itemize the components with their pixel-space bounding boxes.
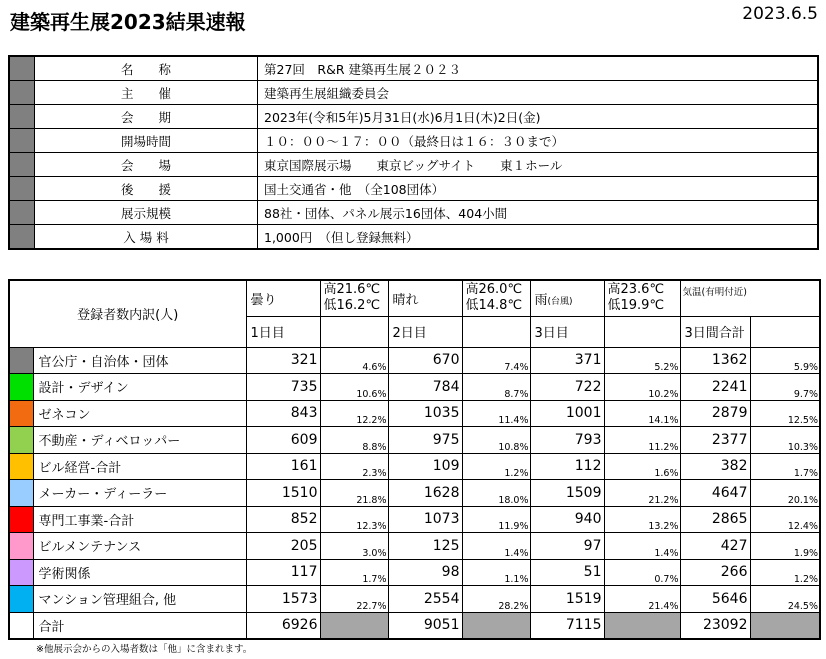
row-marker — [9, 129, 35, 153]
info-row — [9, 129, 818, 153]
category-name: 官公庁・自治体・団体 — [33, 347, 246, 374]
day1-count: 852 — [246, 506, 320, 533]
day2-label: 2日目 — [388, 316, 462, 347]
day2-count: 784 — [388, 374, 462, 401]
total-count: 382 — [680, 453, 750, 480]
total-count: 5646 — [680, 586, 750, 613]
category-color-swatch — [9, 374, 33, 401]
total-percent: 1.9% — [750, 533, 820, 560]
row-marker — [9, 177, 35, 201]
day1-count: 843 — [246, 400, 320, 427]
category-name: 学術関係 — [33, 559, 246, 586]
day1-count: 321 — [246, 347, 320, 374]
day3-percent: 10.2% — [604, 374, 680, 401]
day3-count: 1519 — [530, 586, 604, 613]
category-name: ビル経営-合計 — [33, 453, 246, 480]
info-label: 展示規模 — [35, 201, 258, 225]
total-day3: 7115 — [530, 612, 604, 639]
temp-day3: 高23.6℃ 低19.9℃ — [604, 280, 680, 316]
category-color-swatch — [9, 506, 33, 533]
total-count: 1362 — [680, 347, 750, 374]
day1-percent: 3.0% — [320, 533, 388, 560]
day2-count: 98 — [388, 559, 462, 586]
info-value: 東京国際展示場 東京ビッグサイト 東１ホール — [258, 153, 819, 177]
info-table — [8, 55, 819, 250]
day3-count: 97 — [530, 533, 604, 560]
info-row — [9, 81, 818, 105]
category-color-swatch — [9, 347, 33, 374]
info-row — [9, 105, 818, 129]
day2-count: 670 — [388, 347, 462, 374]
info-row — [9, 177, 818, 201]
day3-count: 793 — [530, 427, 604, 454]
info-value: 88社・団体、パネル展示16団体、404小間 — [258, 201, 819, 225]
day3-label: 3日目 — [530, 316, 604, 347]
day1-percent: 22.7% — [320, 586, 388, 613]
category-color-swatch — [9, 427, 33, 454]
total-category: 合計 — [33, 612, 246, 639]
day3-count: 1001 — [530, 400, 604, 427]
row-marker — [9, 81, 35, 105]
day2-percent: 8.7% — [462, 374, 530, 401]
info-label: 会 期 — [35, 105, 258, 129]
total-count: 266 — [680, 559, 750, 586]
day3-percent: 1.6% — [604, 453, 680, 480]
day2-count: 2554 — [388, 586, 462, 613]
info-value: 国土交通省・他 （全108団体） — [258, 177, 819, 201]
day3-percent: 1.4% — [604, 533, 680, 560]
day1-count: 1510 — [246, 480, 320, 507]
day2-count: 1628 — [388, 480, 462, 507]
table-row — [9, 533, 820, 560]
category-color-swatch — [9, 586, 33, 613]
category-name: 不動産・ディベロッパー — [33, 427, 246, 454]
table-row — [9, 374, 820, 401]
total-count: 2879 — [680, 400, 750, 427]
info-label: 開場時間 — [35, 129, 258, 153]
day1-percent: 4.6% — [320, 347, 388, 374]
total-percent: 1.7% — [750, 453, 820, 480]
total-percent: 10.3% — [750, 427, 820, 454]
day2-count: 109 — [388, 453, 462, 480]
table-row — [9, 506, 820, 533]
info-value: 2023年(令和5年)5月31日(水)6月1日(木)2日(金) — [258, 105, 819, 129]
total-count: 2377 — [680, 427, 750, 454]
day2-percent: 28.2% — [462, 586, 530, 613]
row-marker — [9, 153, 35, 177]
total-percent: 12.5% — [750, 400, 820, 427]
info-label: 主 催 — [35, 81, 258, 105]
total-count: 4647 — [680, 480, 750, 507]
info-value: 1,000円 （但し登録無料） — [258, 225, 819, 250]
day1-percent: 12.3% — [320, 506, 388, 533]
day1-percent: 1.7% — [320, 559, 388, 586]
info-label: 後 援 — [35, 177, 258, 201]
total-count: 2241 — [680, 374, 750, 401]
info-row — [9, 56, 818, 81]
row-marker — [9, 56, 35, 81]
day1-count: 117 — [246, 559, 320, 586]
day3-percent: 14.1% — [604, 400, 680, 427]
category-color-swatch — [9, 533, 33, 560]
day2-percent: 18.0% — [462, 480, 530, 507]
day3-percent: 21.2% — [604, 480, 680, 507]
stats-table — [8, 279, 821, 640]
day1-count: 205 — [246, 533, 320, 560]
info-value: １０：００～１７：００（最終日は１６：３０まで） — [258, 129, 819, 153]
day3-percent: 11.2% — [604, 427, 680, 454]
day3-count: 112 — [530, 453, 604, 480]
total-count: 2865 — [680, 506, 750, 533]
info-row — [9, 225, 818, 250]
temp-day2: 高26.0℃ 低14.8℃ — [462, 280, 530, 316]
day2-percent: 7.4% — [462, 347, 530, 374]
day3-percent: 21.4% — [604, 586, 680, 613]
day2-percent: 1.2% — [462, 453, 530, 480]
day3-percent: 13.2% — [604, 506, 680, 533]
total-percent: 24.5% — [750, 586, 820, 613]
day1-percent: 8.8% — [320, 427, 388, 454]
temp-note: 気温(有明付近) — [680, 280, 820, 316]
info-label: 入 場 料 — [35, 225, 258, 250]
category-name: 専門工事業-合計 — [33, 506, 246, 533]
day1-percent: 21.8% — [320, 480, 388, 507]
table-row — [9, 586, 820, 613]
day2-count: 1073 — [388, 506, 462, 533]
total-all: 23092 — [680, 612, 750, 639]
day1-count: 1573 — [246, 586, 320, 613]
category-name: 設計・デザイン — [33, 374, 246, 401]
weather-day2: 晴れ — [388, 280, 462, 316]
day2-percent: 11.9% — [462, 506, 530, 533]
category-name: マンション管理組合, 他 — [33, 586, 246, 613]
report-date: 2023.6.5 — [742, 4, 818, 24]
total-row — [9, 612, 820, 639]
day3-count: 371 — [530, 347, 604, 374]
day2-count: 1035 — [388, 400, 462, 427]
info-row — [9, 201, 818, 225]
category-color-swatch — [9, 559, 33, 586]
table-row — [9, 427, 820, 454]
table-row — [9, 347, 820, 374]
row-marker — [9, 105, 35, 129]
weather-day3: 雨(台風) — [530, 280, 604, 316]
day1-percent: 10.6% — [320, 374, 388, 401]
total-percent: 20.1% — [750, 480, 820, 507]
total-day2: 9051 — [388, 612, 462, 639]
total-percent: 12.4% — [750, 506, 820, 533]
day2-percent: 1.4% — [462, 533, 530, 560]
day2-percent: 1.1% — [462, 559, 530, 586]
category-color-swatch — [9, 400, 33, 427]
day3-count: 51 — [530, 559, 604, 586]
info-label: 会 場 — [35, 153, 258, 177]
info-value: 第27回 R&R 建築再生展２０２３ — [258, 56, 819, 81]
table-row — [9, 400, 820, 427]
info-row — [9, 153, 818, 177]
total-percent: 9.7% — [750, 374, 820, 401]
category-color-swatch — [9, 453, 33, 480]
info-value: 建築再生展組織委員会 — [258, 81, 819, 105]
day2-percent: 11.4% — [462, 400, 530, 427]
category-name: メーカー・ディーラー — [33, 480, 246, 507]
category-name: ゼネコン — [33, 400, 246, 427]
category-color-swatch — [9, 480, 33, 507]
table-row — [9, 559, 820, 586]
day3-count: 940 — [530, 506, 604, 533]
total-percent: 5.9% — [750, 347, 820, 374]
stats-heading: 登録者数内訳(人) — [9, 280, 246, 347]
day2-count: 975 — [388, 427, 462, 454]
total-percent: 1.2% — [750, 559, 820, 586]
temp-day1: 高21.6℃ 低16.2℃ — [320, 280, 388, 316]
category-name: ビルメンテナンス — [33, 533, 246, 560]
row-marker — [9, 225, 35, 250]
table-row — [9, 480, 820, 507]
day3-percent: 0.7% — [604, 559, 680, 586]
total-count: 427 — [680, 533, 750, 560]
page-title: 建築再生展2023結果速報 — [10, 10, 246, 34]
day1-percent: 2.3% — [320, 453, 388, 480]
day3-count: 1509 — [530, 480, 604, 507]
footnote: ※他展示会からの入場者数は「他」に含まれます。 — [36, 644, 253, 655]
table-row — [9, 453, 820, 480]
day1-percent: 12.2% — [320, 400, 388, 427]
total-label: 3日間合計 — [680, 316, 750, 347]
day2-count: 125 — [388, 533, 462, 560]
day2-percent: 10.8% — [462, 427, 530, 454]
day3-percent: 5.2% — [604, 347, 680, 374]
day1-count: 161 — [246, 453, 320, 480]
info-label: 名 称 — [35, 56, 258, 81]
day3-count: 722 — [530, 374, 604, 401]
day1-count: 735 — [246, 374, 320, 401]
total-day1: 6926 — [246, 612, 320, 639]
row-marker — [9, 201, 35, 225]
day1-label: 1日目 — [246, 316, 320, 347]
day1-count: 609 — [246, 427, 320, 454]
weather-day1: 曇り — [246, 280, 320, 316]
